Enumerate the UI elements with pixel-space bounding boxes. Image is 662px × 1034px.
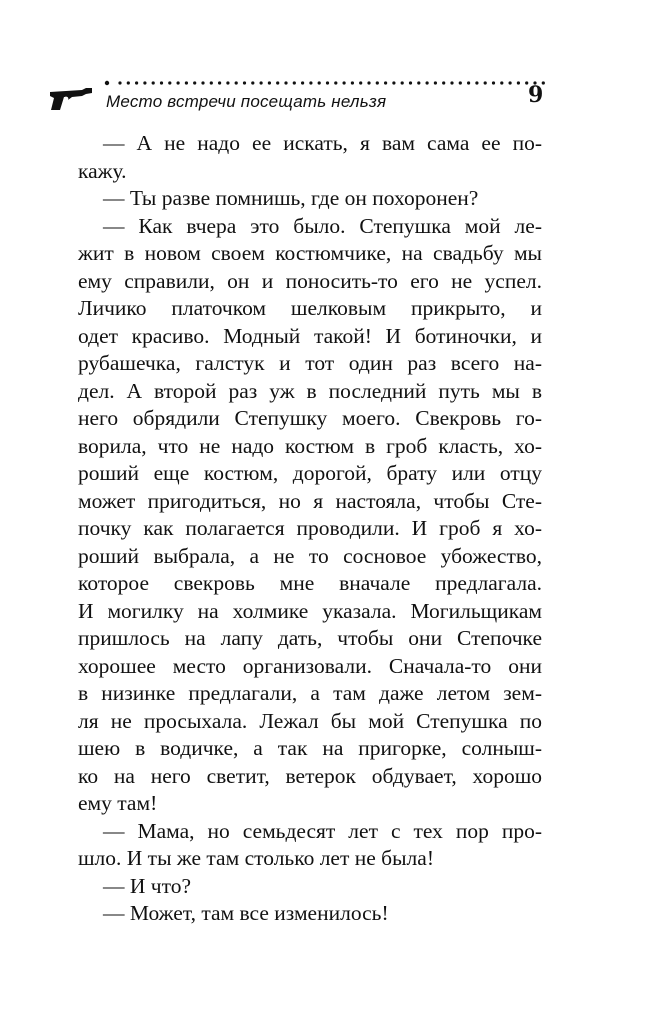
rule-dot	[401, 81, 404, 84]
rule-dot	[484, 81, 487, 84]
text-line: шло. И ты же там столько лет не была!	[78, 846, 434, 870]
rule-dot	[301, 81, 304, 84]
rule-dot	[409, 81, 412, 84]
text-line: ему там!	[78, 791, 158, 815]
text-line: — Может, там все изменилось!	[103, 901, 389, 925]
rule-dot	[168, 81, 171, 84]
text-line: него обрядили Степушку моего. Свекровь го-	[78, 406, 542, 430]
text-line: которое свекровь мне вначале предлагала.	[78, 571, 542, 595]
rule-dot	[376, 81, 379, 84]
rule-dot	[243, 81, 246, 84]
text-line: — И что?	[103, 873, 191, 898]
running-title: Место встречи посещать нельзя	[106, 92, 387, 111]
rule-dot	[201, 81, 204, 84]
rule-dot	[284, 81, 287, 84]
text-line: — Как вчера это было. Степушка мой ле-	[103, 213, 542, 238]
rule-dot	[185, 81, 188, 84]
text-line: Личико платочком шелковым прикрыто, и	[78, 296, 542, 320]
rule-dot	[293, 81, 296, 84]
rule-dot	[517, 81, 520, 84]
text-line: роший еще костюм, дорогой, брату или отцу	[78, 461, 542, 485]
text-line: кажу.	[78, 158, 127, 183]
page-header	[48, 76, 548, 116]
rule-dot	[442, 81, 445, 84]
text-line: жит в новом своем костюмчике, на свадьбу мы	[78, 241, 542, 265]
text-line: шею в водичке, а так на пригорке, солныш-	[78, 736, 542, 760]
text-line: — Мама, но семьдесят лет с тех пор про-	[103, 818, 542, 843]
rule-dot	[160, 81, 163, 84]
text-line: ля не просыхала. Лежал бы мой Степушка по	[78, 708, 542, 733]
dotted-rule	[104, 76, 552, 90]
rule-dot	[251, 81, 254, 84]
rule-dot	[309, 81, 312, 84]
rule-dot	[417, 81, 420, 84]
rule-dot	[500, 81, 503, 84]
rule-dot	[135, 81, 138, 84]
rule-dot	[467, 81, 470, 84]
rule-dot	[492, 81, 495, 84]
rule-dot	[351, 81, 354, 84]
body-text	[78, 130, 542, 928]
rule-dot	[318, 81, 321, 84]
rule-dot	[367, 81, 370, 84]
text-line: пришлось на лапу дать, чтобы они Степочке	[78, 626, 542, 650]
text-line: ворила, что не надо костюм в гроб класть, хо-	[78, 433, 542, 458]
page-number: 9	[528, 82, 544, 108]
rule-dot	[450, 81, 453, 84]
text-line: ему справили, он и поносить-то его не успел.	[78, 268, 542, 293]
text-line: — Ты разве помнишь, где он похоронен?	[103, 186, 479, 210]
rule-dot	[127, 81, 130, 84]
rule-dot	[118, 81, 121, 84]
rule-dot	[177, 81, 180, 84]
rule-dot	[143, 81, 146, 84]
text-line: в низинке предлагали, а там даже летом зем-	[78, 681, 542, 705]
rule-dot	[334, 81, 337, 84]
rule-dot	[152, 81, 155, 84]
rule-dot	[434, 81, 437, 84]
rule-dot	[235, 81, 238, 84]
rule-dot	[210, 81, 213, 84]
rule-dot	[193, 81, 196, 84]
rule-dot	[426, 81, 429, 84]
rule-dot	[326, 81, 329, 84]
text-line: одет красиво. Модный такой! И ботиночки, и	[78, 323, 542, 348]
text-line: — А не надо ее искать, я вам сама ее по-	[103, 131, 542, 155]
text-line: И могилку на холмике указала. Могильщикам	[78, 598, 542, 623]
revolver-icon	[48, 84, 94, 112]
text-line: может пригодиться, но я настояла, чтобы Сте-	[78, 488, 542, 513]
text-line: ко на него светит, ветерок обдувает, хорошо	[78, 763, 542, 788]
rule-dot	[268, 81, 271, 84]
rule-dot	[459, 81, 462, 84]
rule-dot	[276, 81, 279, 84]
rule-dot	[260, 81, 263, 84]
rule-dot	[475, 81, 478, 84]
rule-dot	[359, 81, 362, 84]
text-line: рубашечка, галстук и тот один раз всего на-	[78, 351, 542, 375]
rule-dot	[392, 81, 395, 84]
rule-dot	[226, 81, 229, 84]
rule-dot	[384, 81, 387, 84]
text-line: хорошее место организовали. Сначала-то они	[78, 653, 542, 678]
text-line: почку как полагается проводили. И гроб я хо-	[78, 516, 542, 540]
rule-dot	[509, 81, 512, 84]
rule-dot	[218, 81, 221, 84]
text-line: дел. А второй раз уж в последний путь мы в	[78, 378, 542, 403]
text-line: роший выбрала, а не то сосновое убожество,	[78, 543, 542, 568]
rule-dot	[343, 81, 346, 84]
rule-dot	[105, 81, 109, 85]
